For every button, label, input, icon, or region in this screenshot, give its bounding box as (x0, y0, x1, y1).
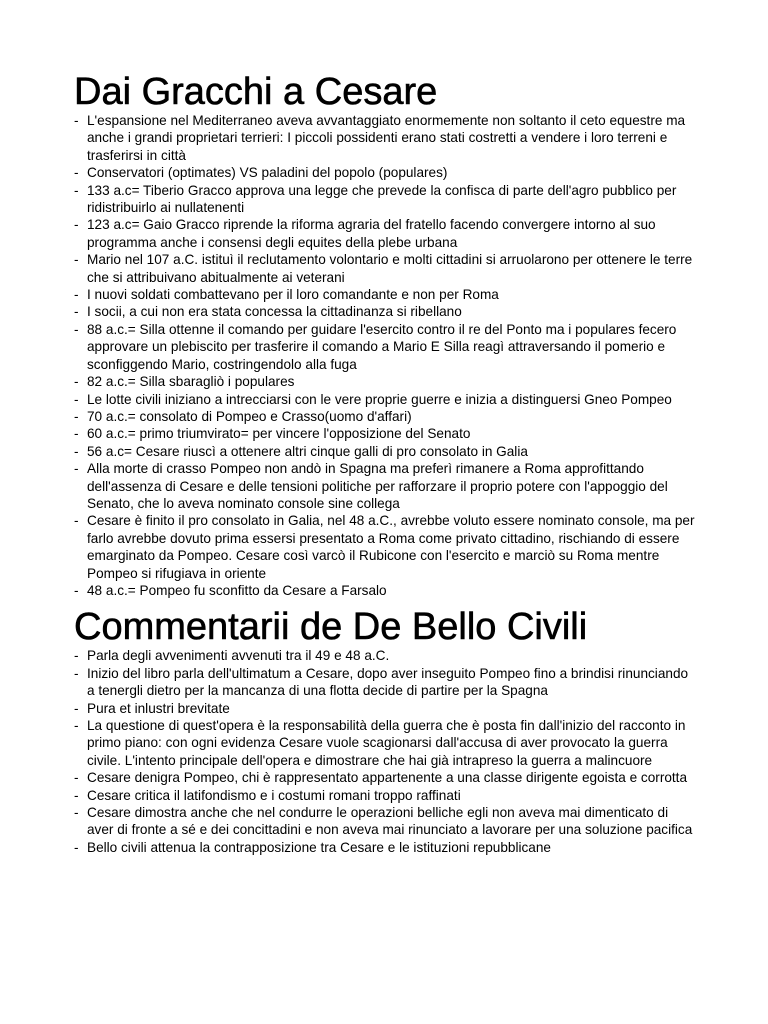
list-item: - Conservatori (optimates) VS paladini del popolo (populares) (74, 164, 696, 181)
list-item: - Mario nel 107 a.C. istituì il reclutamento volontario e molti cittadini si arruolarono per ottenere le terre che si attribuivano abitualmente ai veterani (74, 251, 696, 286)
list-item: - Le lotte civili iniziano a intrecciarsi con le vere proprie guerre e inizia a distinguersi Gneo Pompeo (74, 391, 696, 408)
list-item: - Pura et inlustri brevitate (74, 700, 696, 717)
list-item: - L'espansione nel Mediterraneo aveva avvantaggiato enormemente non soltanto il ceto equestre ma anche i grandi proprietari terrieri: I piccoli possidenti erano stati costretti a vendere i loro terreni e trasferirsi in città (74, 112, 696, 164)
list-item: - 60 a.c.= primo triumvirato= per vincere l'opposizione del Senato (74, 425, 696, 442)
list-item: - 82 a.c.= Silla sbaragliò i populares (74, 373, 696, 390)
list-item: - Parla degli avvenimenti avvenuti tra il 49 e 48 a.C. (74, 647, 696, 664)
section-title-bello-civili: Commentarii de De Bello Civili (74, 606, 588, 649)
list-item: - Cesare denigra Pompeo, chi è rappresentato appartenente a una classe dirigente egoista e corrotta (74, 769, 696, 786)
list-item: - 123 a.c= Gaio Gracco riprende la riforma agraria del fratello facendo convergere intorno al suo programma anche i consensi degli equites della plebe urbana (74, 216, 696, 251)
list-item: - Inizio del libro parla dell'ultimatum a Cesare, dopo aver inseguito Pompeo fino a brindisi rinunciando a tenergli dietro per la mancanza di una flotta decide di partire per la Spagna (74, 665, 696, 700)
list-item: - Cesare è finito il pro consolato in Galia, nel 48 a.C., avrebbe voluto essere nominato console, ma per farlo avrebbe dovuto prima essersi presentato a Roma come privato cittadino, rischiando di essere emarginato da Pompeo. Cesare così varcò il Rubicone con l'esercito e marciò su Roma mentre Pompeo si rifugiava in oriente (74, 512, 696, 582)
list-item: - Bello civili attenua la contrapposizione tra Cesare e le istituzioni repubblicane (74, 839, 696, 856)
list-item: - I nuovi soldati combattevano per il loro comandante e non per Roma (74, 286, 696, 303)
list-item: - Cesare critica il latifondismo e i costumi romani troppo raffinati (74, 787, 696, 804)
list-item: - 48 a.c.= Pompeo fu sconfitto da Cesare a Farsalo (74, 582, 696, 599)
list-item: - Cesare dimostra anche che nel condurre le operazioni belliche egli non aveva mai dimenticato di aver di fronte a sé e dei concittadini e non aveva mai rinunciato a lavorare per una soluzione pacifica (74, 804, 696, 839)
bullet-list-bello-civili (74, 647, 696, 856)
list-item: - Alla morte di crasso Pompeo non andò in Spagna ma preferì rimanere a Roma approfittando dell'assenza di Cesare e delle tensioni politiche per rafforzare il proprio potere con l'appoggio del Senato, che lo aveva nominato console sine collega (74, 460, 696, 512)
list-item: - La questione di quest'opera è la responsabilità della guerra che è posta fin dall'inizio del racconto in primo piano: con ogni evidenza Cesare vuole scagionarsi dall'accusa di aver provocato la guerra civile. L'intento principale dell'opera e dimostrare che hai già intrapreso la guerra a malincuore (74, 717, 696, 769)
list-item: - 88 a.c.= Silla ottenne il comando per guidare l'esercito contro il re del Ponto ma i populares fecero approvare un plebiscito per trasferire il comando a Mario E Silla reagì attraversando il pomerio e sconfiggendo Mario, costringendolo alla fuga (74, 321, 696, 373)
list-item: - 56 a.c= Cesare riuscì a ottenere altri cinque galli di pro consolato in Galia (74, 443, 696, 460)
section-title-gracchi: Dai Gracchi a Cesare (74, 71, 438, 113)
list-item: - 133 a.c= Tiberio Gracco approva una legge che prevede la confisca di parte dell'agro pubblico per ridistribuirlo ai nullatenenti (74, 182, 696, 217)
list-item: - I socii, a cui non era stata concessa la cittadinanza si ribellano (74, 303, 696, 320)
list-item: - 70 a.c.= consolato di Pompeo e Crasso(uomo d'affari) (74, 408, 696, 425)
bullet-list-gracchi (74, 112, 696, 599)
